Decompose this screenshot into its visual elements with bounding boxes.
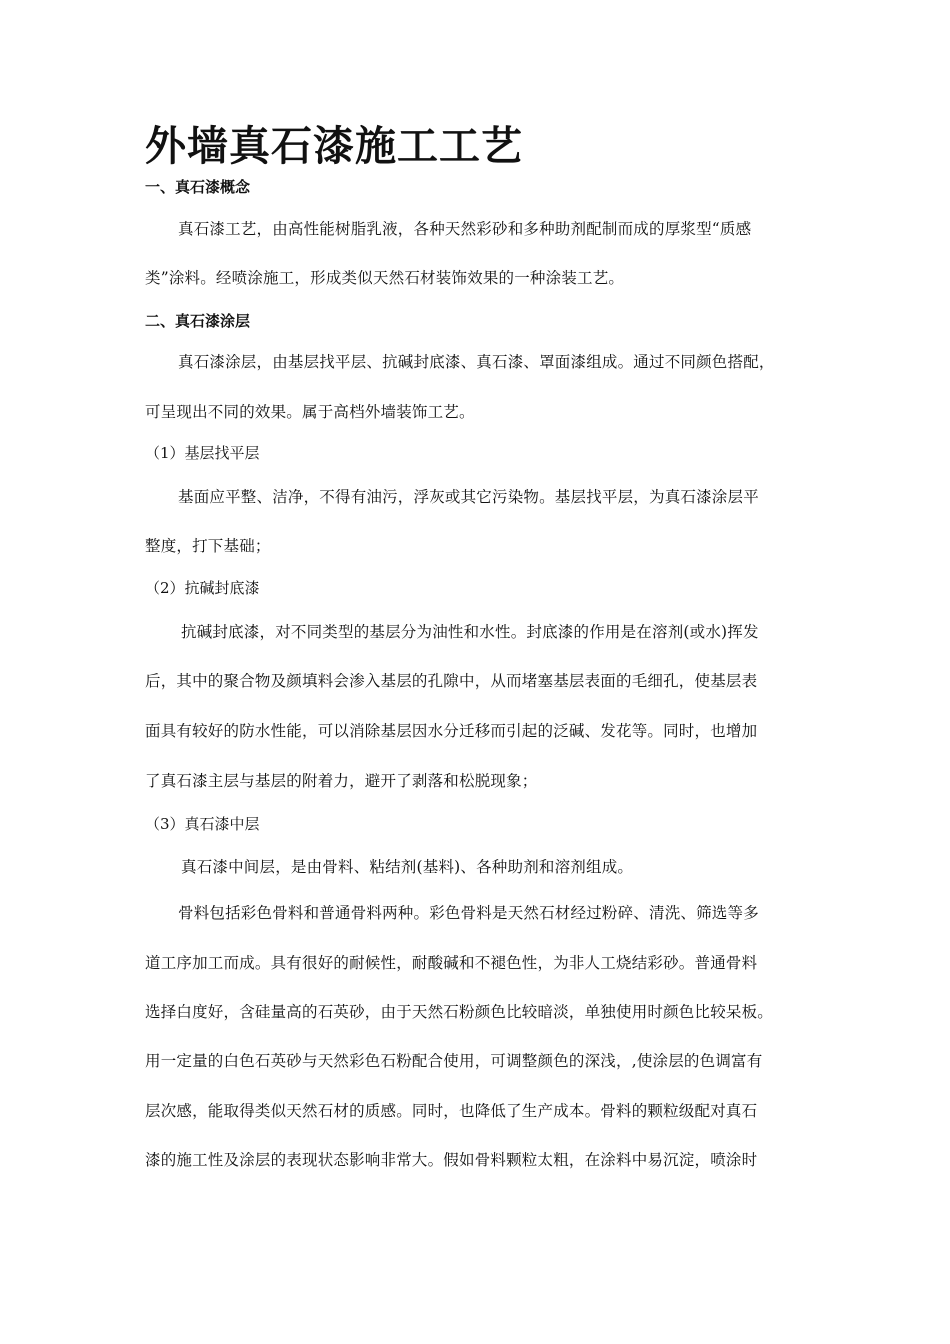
paragraph-line: 整度，打下基础； [145,537,271,555]
section-heading-coating: 二、真石漆涂层 [145,312,251,330]
paragraph-line: 用一定量的白色石英砂与天然彩色石粉配合使用，可调整颜色的深浅，,使涂层的色调富有 [145,1052,763,1070]
paragraph-line: 真石漆中间层，是由骨料、粘结剂(基料)、各种助剂和溶剂组成。 [181,858,634,876]
paragraph-line: 类”涂料。经喷涂施工，形成类似天然石材装饰效果的一种涂装工艺。 [145,269,625,287]
paragraph-line: 选择白度好，含硅量高的石英砂，由于天然石粉颜色比较暗淡，单独使用时颜色比较呆板。 [145,1003,774,1021]
paragraph-line: 面具有较好的防水性能，可以消除基层因水分迁移而引起的泛碱、发花等。同时，也增加 [145,722,758,740]
paragraph-line: 抗碱封底漆，对不同类型的基层分为油性和水性。封底漆的作用是在溶剂(或水)挥发 [181,623,759,641]
paragraph-line: 道工序加工而成。具有很好的耐候性，耐酸碱和不褪色性，为非人工烧结彩砂。普通骨料 [145,954,758,972]
paragraph-line: 基面应平整、洁净，不得有油污，浮灰或其它污染物。基层找平层，为真石漆涂层平 [178,488,759,506]
section-heading-concept: 一、真石漆概念 [145,178,251,196]
paragraph-line: 可呈现出不同的效果。属于高档外墙装饰工艺。 [145,403,475,421]
paragraph-line: 后，其中的聚合物及颜填料会渗入基层的孔隙中，从而堵塞基层表面的毛细孔，使基层表 [145,672,758,690]
paragraph-line: 漆的施工性及涂层的表现状态影响非常大。假如骨料颗粒太粗，在涂料中易沉淀，喷涂时 [145,1151,758,1169]
paragraph-line: 真石漆工艺，由高性能树脂乳液，各种天然彩砂和多种助剂配制而成的厚浆型“质感 [178,220,752,238]
subheading-base-layer: （1）基层找平层 [145,444,260,462]
paragraph-line: 真石漆涂层，由基层找平层、抗碱封底漆、真石漆、罩面漆组成。通过不同颜色搭配， [178,353,775,371]
paragraph-line: 骨料包括彩色骨料和普通骨料两种。彩色骨料是天然石材经过粉碎、清洗、筛选等多 [178,904,759,922]
paragraph-line: 了真石漆主层与基层的附着力，避开了剥落和松脱现象； [145,772,538,790]
document-title: 外墙真石漆施工工艺 [145,122,523,170]
paragraph-line: 层次感，能取得类似天然石材的质感。同时，也降低了生产成本。骨料的颗粒级配对真石 [145,1102,758,1120]
subheading-primer: （2）抗碱封底漆 [145,579,260,597]
subheading-middle-layer: （3）真石漆中层 [145,815,260,833]
